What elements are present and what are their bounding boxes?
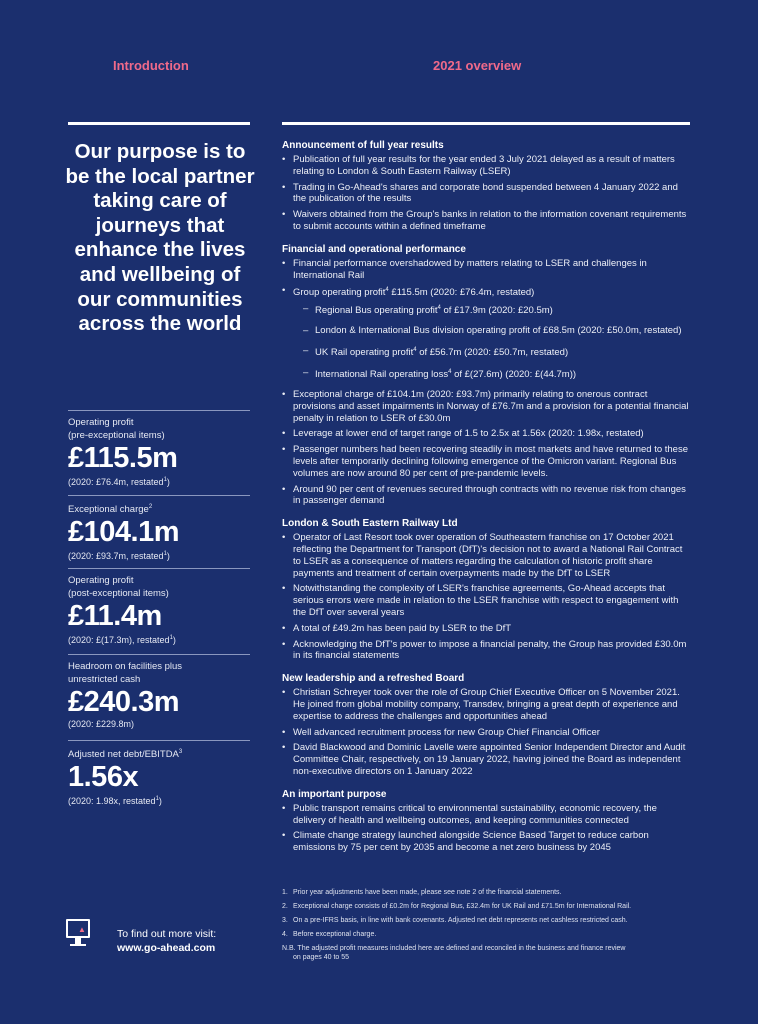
- section-full-year-results: [282, 140, 690, 233]
- kpi-comparison: (2020: £(17.3m), restated$^1$): [68, 635, 176, 645]
- section-title: Announcement of full year results: [282, 140, 444, 151]
- footnote: 3. On a pre-IFRS basis, in line with bank covenants. Adjusted net debt represents net cashless restricted cash.: [282, 917, 628, 924]
- kpi-comparison: (2020: £76.4m, restated$^1$): [68, 477, 170, 487]
- section-title: New leadership and a refreshed Board: [282, 673, 465, 685]
- website-callout: [66, 917, 266, 957]
- kpi-operating-profit-post: [68, 574, 250, 646]
- footnote: 4. Before exceptional charge.: [282, 931, 377, 938]
- kpi-divider: [68, 495, 250, 496]
- kpi-comparison: (2020: £93.7m, restated$^1$): [68, 551, 170, 562]
- list-item: • Acknowledging the DfT's power to impose a financial penalty, the Group has provided £30.0m in its financial statements: [282, 639, 690, 663]
- kpi-label: Exceptional charge$^2$: [68, 504, 153, 516]
- monitor-base: [70, 944, 86, 946]
- kpi-divider: [68, 654, 250, 655]
- section-title: London & South Eastern Railway Ltd: [282, 518, 458, 530]
- list-subitem: – London & International Bus division operating profit of £68.5m (2020: £50.0m, restated): [293, 325, 690, 337]
- list-item: • Operator of Last Resort took over operation of Southeastern franchise on 17 October 2021 reflecting the Department for Transport (DfT)'s decision not to award a National Rail Contract to LSER as a consequence of matters regarding the calculation of historic profit share payments and treatment of certain overpayments made by the DfT to LSER: [282, 532, 690, 579]
- kpi-value: 1.56x: [68, 761, 139, 794]
- list-subitem: – Regional Bus operating profit$^4$ of £17.9m (2020: £20.5m): [293, 303, 690, 317]
- list-item: • Christian Schreyer took over the role of Group Chief Executive Officer on 5 November 2021. He joined from global mobility company, Transdev, bringing a great depth of experience and expertise to address the challenges and opportunities ahead: [282, 687, 690, 722]
- section-title: An important purpose: [282, 788, 387, 800]
- footnote-nb: N.B. The adjusted profit measures included here are defined and reconciled in the business and finance review: [282, 945, 626, 952]
- section-financial-performance: [282, 244, 690, 507]
- section-title: Financial and operational performance: [282, 243, 466, 255]
- kpi-exceptional-charge: [68, 501, 250, 562]
- kpi-value: £104.1m: [68, 516, 179, 549]
- list-item: • A total of £49.2m has been paid by LSER to the DfT: [282, 623, 690, 635]
- list-item: • Financial performance overshadowed by matters relating to LSER and challenges in International Rail: [282, 258, 690, 282]
- list-item: • Leverage at lower end of target range of 1.5 to 2.5x at 1.56x (2020: 1.98x, restated): [282, 428, 690, 440]
- visit-text: [117, 927, 216, 955]
- kpi-divider: [68, 740, 250, 741]
- kpi-operating-profit-pre: [68, 416, 250, 488]
- list-item: • Well advanced recruitment process for new Group Chief Financial Officer: [282, 727, 690, 739]
- list-item: • Public transport remains critical to environmental sustainability, economic recovery, the delivery of health and wellbeing outcomes, and keeping communities connected: [282, 803, 690, 827]
- list-item: • David Blackwood and Dominic Lavelle were appointed Senior Independent Director and Audit Committee Chair, respectively, on 19 January 2022, having joined the Board as independent non-executive directors on 1 January 2022: [282, 742, 690, 777]
- kpi-value: £240.3m: [68, 686, 179, 718]
- kpi-net-debt-ebitda: [68, 746, 250, 807]
- footnotes: [282, 888, 687, 962]
- kpi-label: Operating profit (post-exceptional items): [68, 575, 169, 599]
- visit-label: To find out more visit:: [117, 928, 217, 940]
- kpi-comparison: (2020: 1.98x, restated$^1$): [68, 796, 162, 807]
- kpi-label: Headroom on facilities plus unrestricted cash: [68, 661, 183, 685]
- section-label-overview: 2021 overview: [433, 58, 522, 73]
- kpi-divider: [68, 410, 250, 411]
- list-subitem: – International Rail operating loss$^4$ of £(27.6m) (2020: £(44.7m)): [293, 367, 690, 381]
- kpi-comparison: (2020: £229.8m): [68, 719, 135, 729]
- section-label-introduction: Introduction: [113, 58, 189, 73]
- section-leadership: [282, 673, 690, 778]
- kpi-headroom: [68, 660, 250, 730]
- overview-column: [282, 140, 690, 865]
- kpi-label: Adjusted net debt/EBITDA$^3$: [68, 749, 183, 761]
- kpi-value: £115.5m: [68, 442, 178, 474]
- kpi-divider: [68, 568, 250, 569]
- footnote: 1. Prior year adjustments have been made, please see note 2 of the financial statements.: [282, 889, 562, 896]
- kpi-value: £11.4m: [68, 600, 162, 632]
- left-divider: [68, 122, 250, 125]
- monitor-icon: ▲: [66, 919, 90, 938]
- website-link[interactable]: www.go-ahead.com: [117, 942, 216, 954]
- right-divider: [282, 122, 690, 125]
- list-subitem: – UK Rail operating profit$^4$ of £56.7m (2020: £50.7m, restated): [293, 345, 690, 359]
- section-purpose: [282, 789, 690, 854]
- list-item: • Waivers obtained from the Group's banks in relation to the information covenant requirements to submit accounts within a defined timeframe: [282, 209, 690, 233]
- list-item: • Exceptional charge of £104.1m (2020: £93.7m) primarily relating to onerous contract provisions and asset impairments in Norway of £76.7m and a provision for a potential financial penalty in relation to LSER of £30.0m: [282, 389, 690, 424]
- section-lser: [282, 518, 690, 662]
- list-item: • Passenger numbers had been recovering steadily in most markets and have returned to these levels after temporarily declining following emergence of the Omicron variant. Regional Bus volumes are now around 80 per cent of pre-pandemic levels.: [282, 444, 690, 479]
- list-item: • Trading in Go-Ahead's shares and corporate bond suspended between 4 January 2022 and the publication of the results: [282, 182, 690, 206]
- list-item: • Publication of full year results for the year ended 3 July 2021 delayed as a result of matters relating to London & South Eastern Railway (LSER): [282, 154, 690, 178]
- list-item: • Notwithstanding the complexity of LSER's franchise agreements, Go-Ahead accepts that serious errors were made in relation to the LSER franchise with respect to engagement with the DfT over several years: [282, 583, 690, 618]
- footnote: 2. Exceptional charge consists of £0.2m for Regional Bus, £32.4m for UK Rail and £71.5m for International Rail.: [282, 903, 632, 910]
- list-item: • Group operating profit$^4$ £115.5m (2020: £76.4m, restated) – Regional Bus operating profit$^4$ of £17.9m (2020: £20.5m) – London & International Bus division operating profit of £68.5m (2020: £50.0m, restated) – UK Rail operating profit$^4$ of £56.7m (2020: £50.7m, restated) – International Rail operating loss$^4$ of £(27.6m) (2020: £(44.7m)): [282, 285, 690, 381]
- kpi-label: Operating profit (pre-exceptional items): [68, 417, 165, 441]
- purpose-statement: Our purpose is to be the local partner taking care of journeys that enhance the lives and wellbeing of our communities across the world: [65, 140, 255, 336]
- list-item: • Climate change strategy launched alongside Science Based Target to reduce carbon emissions by 75 per cent by 2035 and become a net zero business by 2045: [282, 830, 690, 854]
- list-item: • Around 90 per cent of revenues secured through contracts with no revenue risk from changes in passenger demand: [282, 484, 690, 508]
- footnote-nb-pages: on pages 40 to 55: [293, 954, 350, 961]
